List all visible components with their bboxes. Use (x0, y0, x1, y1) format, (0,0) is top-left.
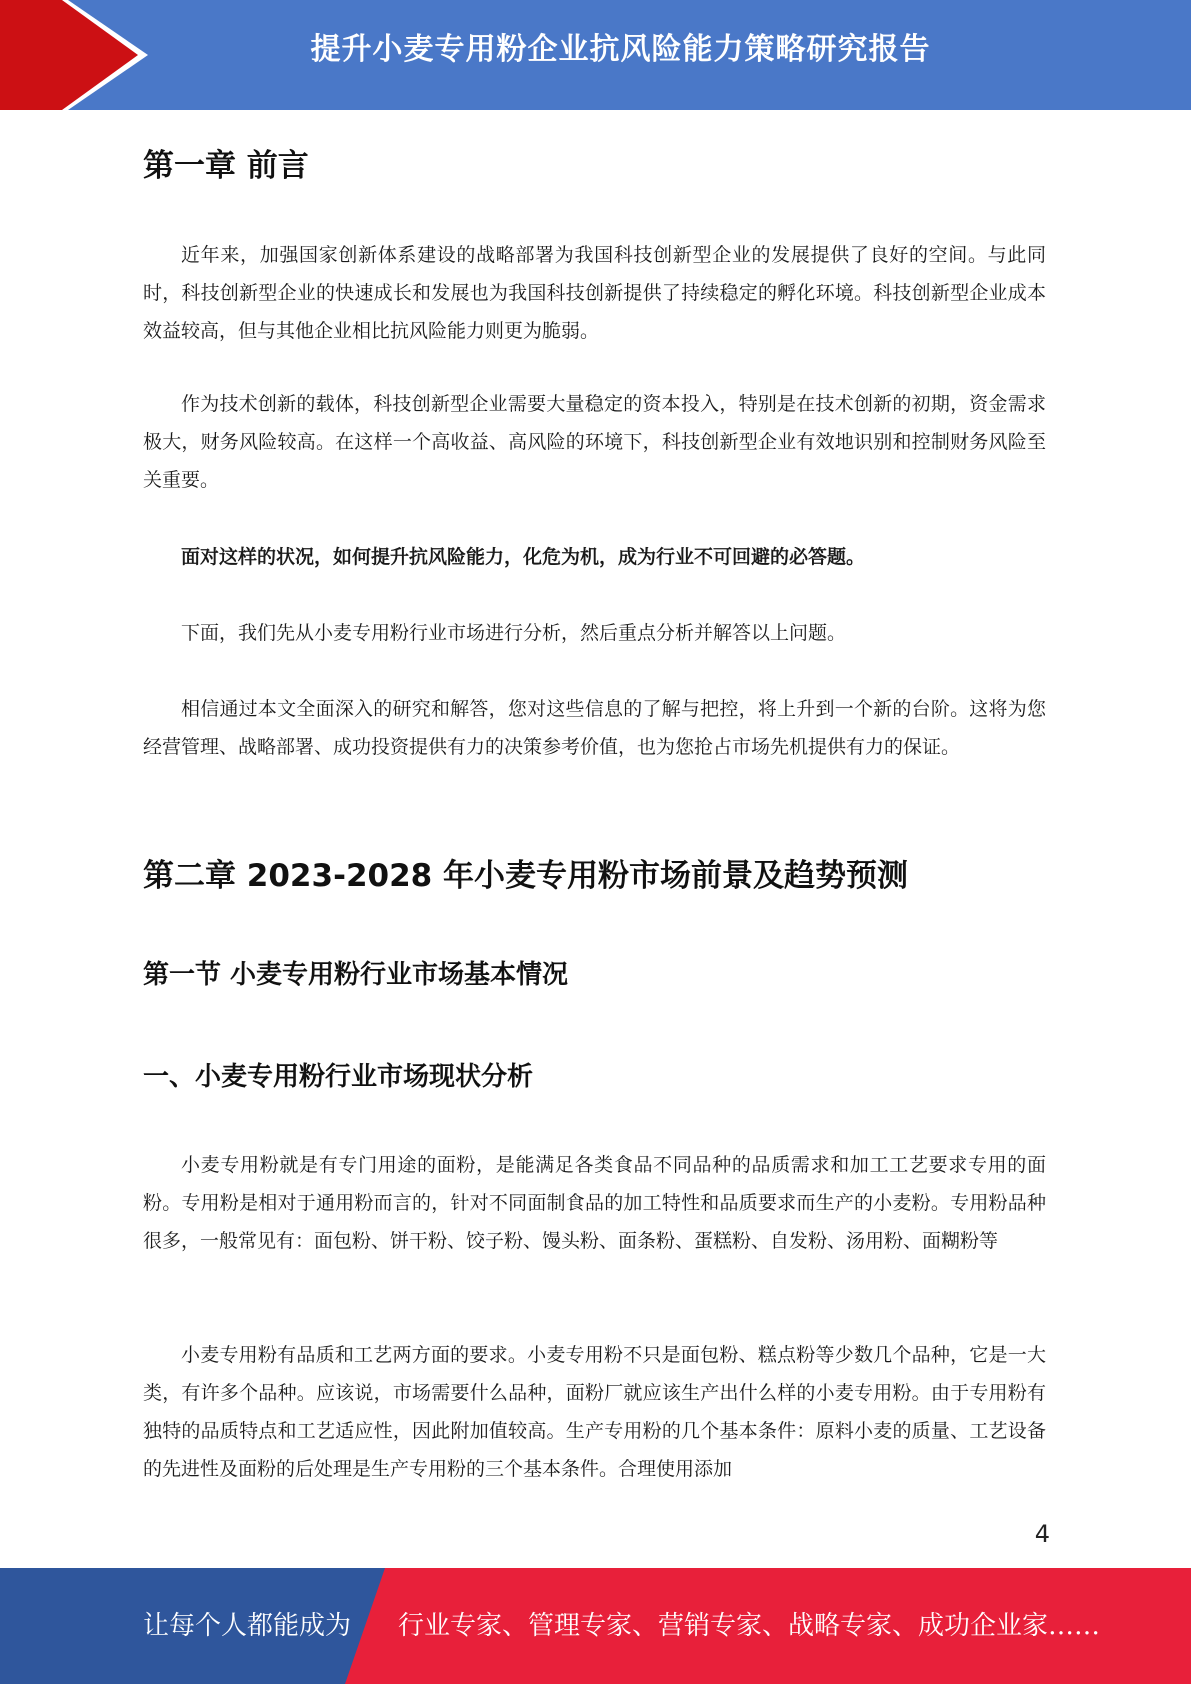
subsection-title: 一、小麦专用粉行业市场现状分析 (143, 1062, 534, 1092)
paragraph: 小麦专用粉有品质和工艺两方面的要求。小麦专用粉不只是面包粉、糕点粉等少数几个品种，它是一大类，有许多个品种。应该说，市场需要什么品种，面粉厂就应该生产出什么样的小麦专用粉。由于专用粉有独特的品质特点和工艺适应性，因此附加值较高。生产专用粉的几个基本条件：原料小麦的质量、工艺设备的先进性及面粉的后处理是生产专用粉的三个基本条件。合理使用添加 (143, 1344, 1046, 1480)
page-number: 4 (1034, 1520, 1050, 1548)
footer-slogan-left: 让每个人都能成为 (143, 1611, 352, 1641)
header-arrow-decoration (0, 0, 160, 110)
report-title: 提升小麦专用粉企业抗风险能力策略研究报告 (310, 32, 931, 67)
chapter-1-title: 第一章 前言 (143, 148, 309, 184)
paragraph: 下面，我们先从小麦专用粉行业市场进行分析，然后重点分析并解答以上问题。 (181, 622, 847, 644)
header-banner (0, 0, 1191, 110)
chapter-2-title: 第二章 2023-2028 年小麦专用粉市场前景及趋势预测 (143, 858, 909, 894)
footer-slogan-right: 行业专家、管理专家、营销专家、战略专家、成功企业家…… (398, 1611, 1101, 1641)
paragraph-emphasis: 面对这样的状况，如何提升抗风险能力，化危为机，成为行业不可回避的必答题。 (181, 546, 866, 568)
section-title: 第一节 小麦专用粉行业市场基本情况 (143, 960, 569, 990)
footer-banner (0, 1568, 1191, 1684)
paragraph: 近年来，加强国家创新体系建设的战略部署为我国科技创新型企业的发展提供了良好的空间。与此同时，科技创新型企业的快速成长和发展也为我国科技创新提供了持续稳定的孵化环境。科技创新型企业成本效益较高，但与其他企业相比抗风险能力则更为脆弱。 (143, 244, 1046, 342)
paragraph: 相信通过本文全面深入的研究和解答，您对这些信息的了解与把控，将上升到一个新的台阶。这将为您经营管理、战略部署、成功投资提供有力的决策参考价值，也为您抢占市场先机提供有力的保证。 (143, 698, 1046, 758)
paragraph: 小麦专用粉就是有专门用途的面粉，是能满足各类食品不同品种的品质需求和加工工艺要求专用的面粉。专用粉是相对于通用粉而言的，针对不同面制食品的加工特性和品质要求而生产的小麦粉。专用粉品种很多，一般常见有：面包粉、饼干粉、饺子粉、馒头粉、面条粉、蛋糕粉、自发粉、汤用粉、面糊粉等 (143, 1154, 1046, 1252)
paragraph: 作为技术创新的载体，科技创新型企业需要大量稳定的资本投入，特别是在技术创新的初期，资金需求极大，财务风险较高。在这样一个高收益、高风险的环境下，科技创新型企业有效地识别和控制财务风险至关重要。 (143, 393, 1046, 491)
